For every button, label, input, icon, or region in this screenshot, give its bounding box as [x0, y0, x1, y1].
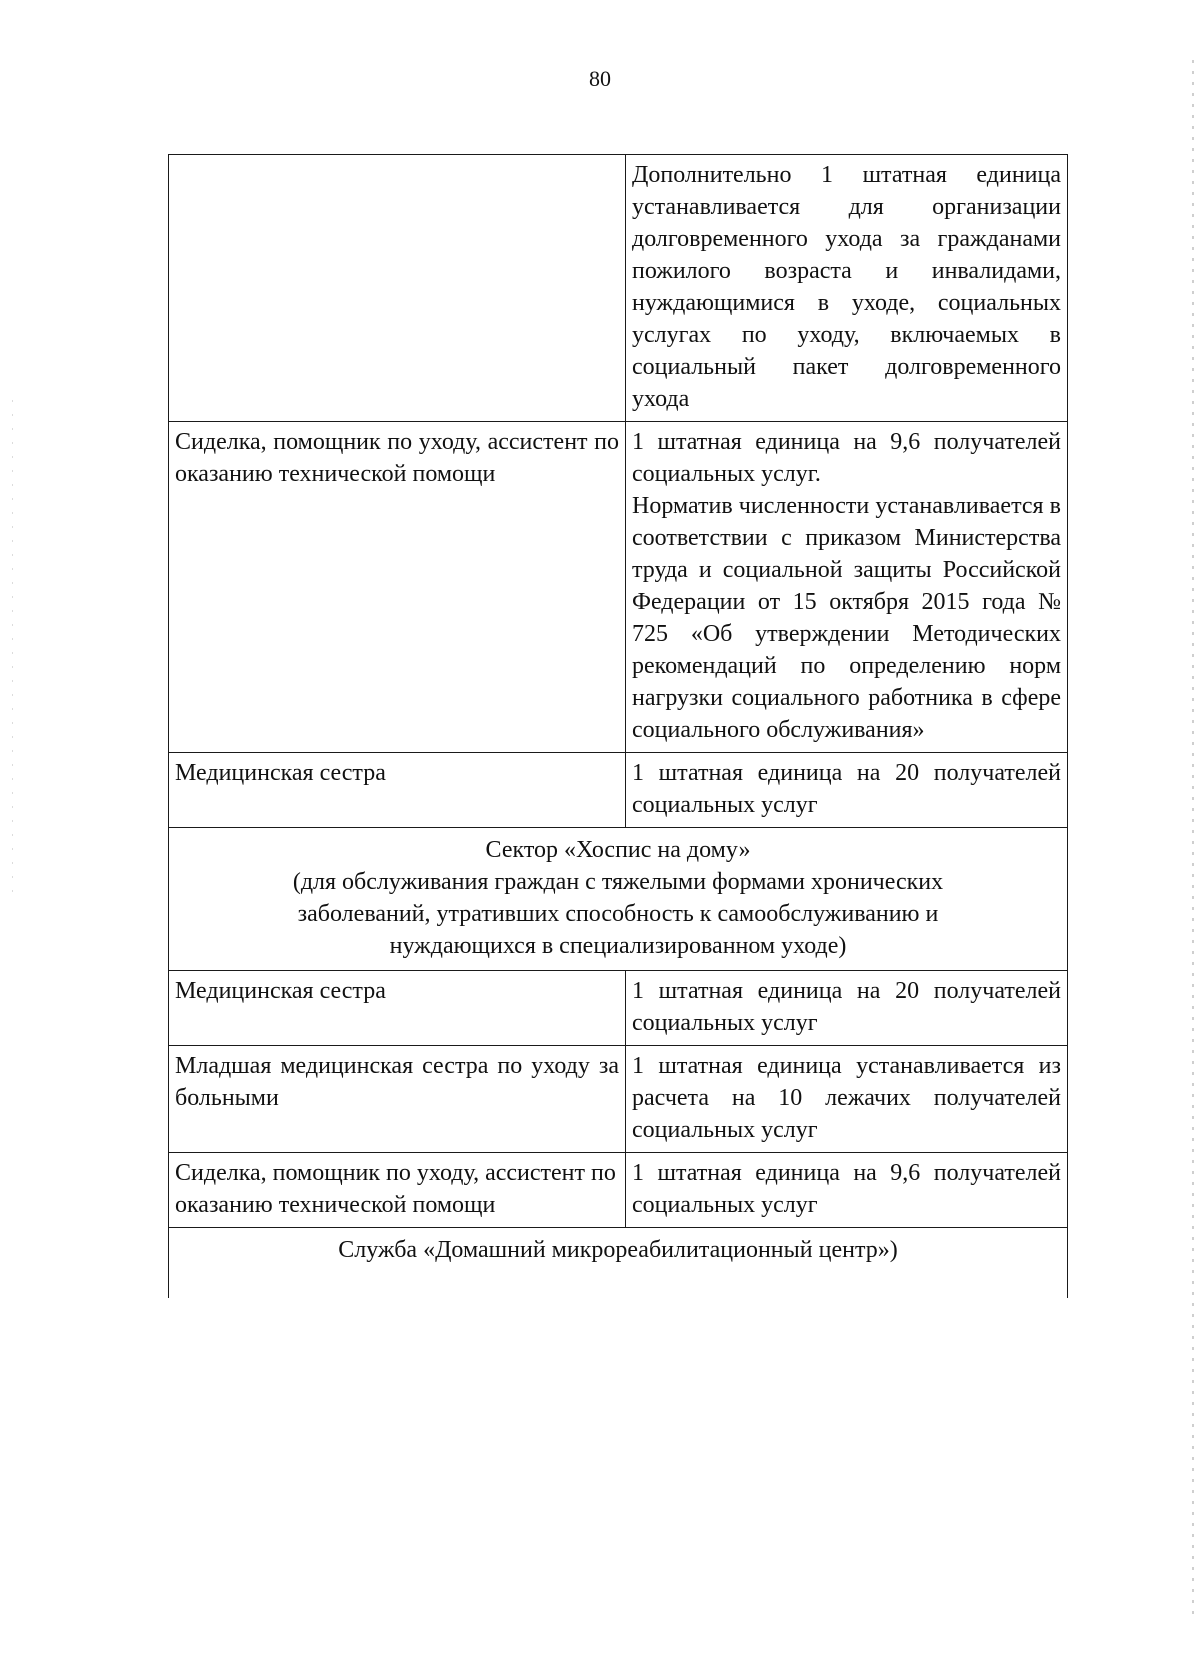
norm-text: 1 штатная единица устанавливается из расчета на 10 лежачих получателей социальных услуг: [632, 1053, 1061, 1143]
position-cell: Сиделка, помощник по уходу, ассистент по оказанию технической помощи: [169, 422, 626, 753]
position-cell: Сиделка, помощник по уходу, ассистент по оказанию технической помощи: [169, 1153, 626, 1228]
norm-cell: [626, 971, 1068, 1046]
norm-cell: [626, 422, 1068, 753]
norm-cell: [626, 1046, 1068, 1153]
norm-text: Норматив численности устанавливается в соответствии с приказом Министерства труда и социальной защиты Российской Федерации от 15 октября 2015 года № 725 «Об утверждении Методических рекомендаций по определению норм нагрузки социального работника в сфере социального обслуживания»: [632, 493, 1061, 743]
norm-text: 1 штатная единица на 9,6 получателей социальных услуг.: [632, 429, 1061, 487]
position-cell: [169, 155, 626, 422]
section-header-row: [169, 828, 1068, 971]
section-header-row: [169, 1228, 1068, 1299]
section-title: Служба «Домашний микрореабилитационный центр»): [338, 1237, 898, 1263]
staffing-table: [168, 154, 1068, 1298]
section-note: (для обслуживания граждан с тяжелыми формами хронических: [292, 869, 944, 895]
position-cell: Медицинская сестра: [169, 753, 626, 828]
norm-text: 1 штатная единица на 20 получателей социальных услуг: [632, 978, 1061, 1036]
scan-edge-mark-left: [12, 400, 13, 900]
section-header-hospice: [169, 828, 1068, 971]
section-note: заболеваний, утративших способность к самообслуживанию и: [297, 901, 939, 927]
norm-cell: [626, 155, 1068, 422]
section-header-rehab: [169, 1228, 1068, 1299]
table-row: [169, 753, 1068, 828]
position-cell: Медицинская сестра: [169, 971, 626, 1046]
page-number: 80: [589, 66, 611, 91]
norm-text: Дополнительно 1 штатная единица устанавливается для организации долговременного ухода за гражданами пожилого возраста и инвалидами, нуждающимися в уходе, социальных услугах по уходу, включаемых в социальный пакет долговременного ухода: [632, 162, 1061, 412]
norm-cell: [626, 1153, 1068, 1228]
table-row: [169, 971, 1068, 1046]
scan-edge-mark: [1192, 60, 1194, 1620]
norm-text: 1 штатная единица на 9,6 получателей социальных услуг: [632, 1160, 1061, 1218]
table-row: [169, 1153, 1068, 1228]
table-row: [169, 155, 1068, 422]
norm-cell: [626, 753, 1068, 828]
norm-text: 1 штатная единица на 20 получателей социальных услуг: [632, 760, 1061, 818]
position-cell: Младшая медицинская сестра по уходу за больными: [169, 1046, 626, 1153]
table-row: [169, 422, 1068, 753]
section-note: нуждающихся в специализированном уходе): [389, 933, 847, 959]
section-title: Сектор «Хоспис на дому»: [485, 837, 751, 863]
table-row: [169, 1046, 1068, 1153]
